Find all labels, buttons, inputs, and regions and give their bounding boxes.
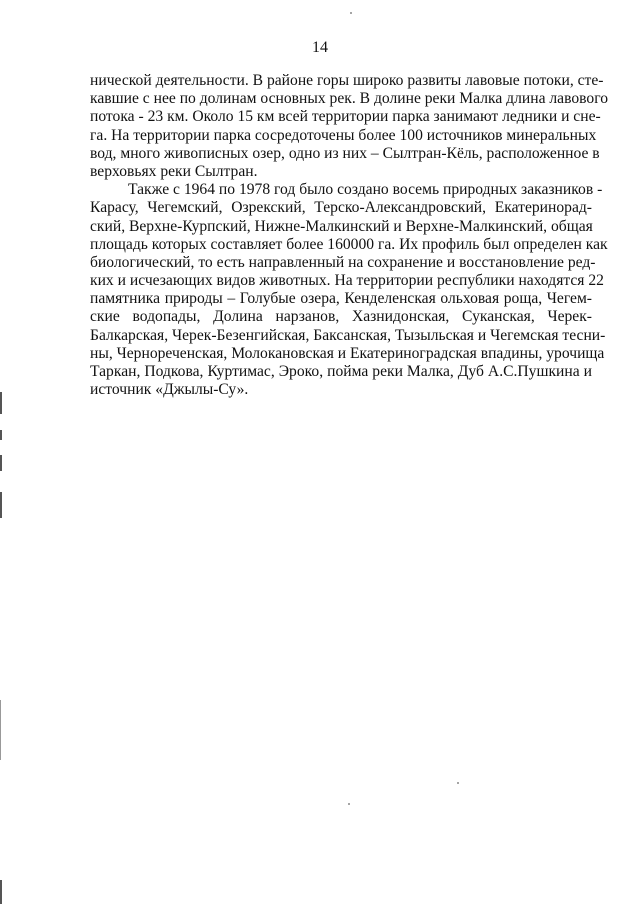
- text-line: ский, Верхне-Курпский, Нижне-Малкинский и Верхне-Малкинский, общая: [90, 217, 593, 235]
- text-line: Также с 1964 по 1978 год было создано восемь природных заказников -: [128, 181, 603, 199]
- scan-edge-mark: [0, 430, 2, 440]
- text-line: Карасу, Чегемский, Озрекский, Терско-Александровский, Екатеринорад-: [90, 199, 592, 217]
- scan-edge-mark: [0, 880, 2, 904]
- page-number: 14: [312, 39, 328, 56]
- paragraph-1: [90, 72, 609, 181]
- text-line: потока - 23 км. Около 15 км всей территории парка занимают ледники и сне-: [90, 108, 601, 126]
- text-line: биологический, то есть направленный на сохранение и восстановление ред-: [90, 253, 596, 271]
- body-text: [90, 72, 609, 399]
- text-line: вод, много живописных озер, одно из них – Сылтран-Кёль, расположенное в: [90, 144, 600, 162]
- scan-speck: [350, 12, 352, 14]
- text-line: памятника природы – Голубые озера, Кенделенская ольховая роща, Чегем-: [90, 290, 592, 308]
- scan-speck: [457, 782, 459, 784]
- text-line: площадь которых составляет более 160000 га. Их профиль был определен как: [90, 235, 608, 253]
- scan-edge-mark: [0, 492, 2, 518]
- text-line: источник «Джылы-Су».: [90, 381, 249, 399]
- scan-edge-mark: [0, 455, 2, 471]
- text-line: ны, Чернореченская, Молокановская и Екатериноградская впадины, урочища: [90, 344, 605, 362]
- text-line: ких и исчезающих видов животных. На территории республики находятся 22: [90, 272, 604, 290]
- paragraph-2: [90, 181, 608, 399]
- text-line: Балкарская, Черек-Безенгийская, Баксанская, Тызыльская и Чегемская тесни-: [90, 326, 606, 344]
- scan-edge-mark: [0, 392, 2, 414]
- text-line: ские водопады, Долина нарзанов, Хазнидонская, Суканская, Черек-: [90, 308, 592, 326]
- text-line: верховьях реки Сылтран.: [90, 162, 258, 180]
- text-line: кавшие с нее по долинам основных рек. В долине реки Малка длина лавового: [90, 90, 609, 108]
- text-line: га. На территории парка сосредоточены более 100 источников минеральных: [90, 126, 597, 144]
- scan-speck: [348, 803, 350, 805]
- text-line: нической деятельности. В районе горы широко развиты лавовые потоки, сте-: [90, 72, 604, 89]
- scan-edge-mark: [0, 700, 1, 760]
- text-line: Таркан, Подкова, Куртимас, Эроко, пойма реки Малка, Дуб А.С.Пушкина и: [90, 363, 592, 380]
